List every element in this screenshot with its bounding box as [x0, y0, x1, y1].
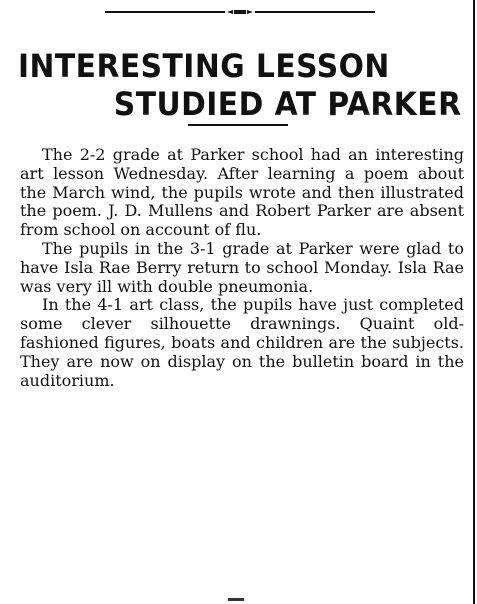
column-rule — [473, 0, 475, 604]
paragraph: In the 4-1 art class, the pupils have just completed some clever silhouette drawnings. Quaint old-fashioned figures, boats and children are the subjects. They are now on display on the bulletin board in the auditorium. — [20, 295, 464, 390]
headline-line-1: INTERESTING LESSON — [18, 47, 390, 86]
headline-divider — [188, 124, 288, 126]
headline-line-2: STUDIED AT PARKER — [113, 85, 462, 124]
paragraph: The pupils in the 3-1 grade at Parker were glad to have Isla Rae Berry return to school Monday. Isla Rae was very ill with double pneumonia. — [20, 238, 464, 296]
paragraph: The 2-2 grade at Parker school had an interesting art lesson Wednesday. After learning a poem about the March wind, the pupils wrote and then illustrated the poem. J. D. Mullens and Robert Parker are absent from school on account of flu. — [20, 145, 464, 240]
headline — [18, 47, 462, 124]
article-body — [20, 146, 464, 390]
top-rule — [105, 10, 375, 14]
bottom-mark — [228, 598, 244, 601]
